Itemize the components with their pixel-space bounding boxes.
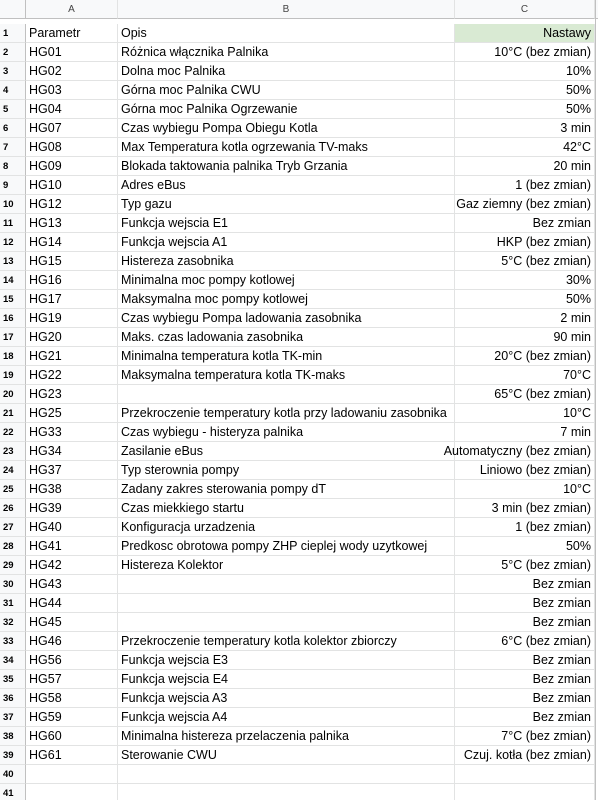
table-row [0, 727, 598, 746]
row-header[interactable]: 23 [0, 442, 26, 461]
row-header[interactable]: 30 [0, 575, 26, 594]
cell-setting-text: 90 min [553, 330, 591, 344]
cell-setting[interactable] [455, 176, 595, 195]
row-header[interactable]: 28 [0, 537, 26, 556]
cell-parameter[interactable]: HG57 [26, 670, 118, 689]
table-row [0, 556, 598, 575]
cell-description[interactable]: Maksymalna moc pompy kotlowej [118, 290, 455, 309]
row-header[interactable]: 33 [0, 632, 26, 651]
cell-setting-text: 3 min (bez zmian) [491, 501, 591, 515]
cell-setting[interactable] [455, 765, 595, 784]
cell-description[interactable]: Histereza Kolektor [118, 556, 455, 575]
cell-setting[interactable] [455, 556, 595, 575]
table-row [0, 24, 598, 43]
cell-setting-text: Bez zmian [532, 710, 591, 724]
cell-setting-text: 30% [565, 273, 591, 287]
row-header[interactable]: 34 [0, 651, 26, 670]
table-row [0, 670, 598, 689]
row-header[interactable]: 14 [0, 271, 26, 290]
cell-description[interactable]: Konfiguracja urzadzenia [118, 518, 455, 537]
cell-parameter[interactable]: HG60 [26, 727, 118, 746]
cell-parameter[interactable]: HG59 [26, 708, 118, 727]
table-row [0, 423, 598, 442]
row-header[interactable]: 40 [0, 765, 26, 784]
row-header[interactable]: 35 [0, 670, 26, 689]
cell-description[interactable]: Zasilanie eBus [118, 442, 455, 461]
cell-parameter[interactable]: HG37 [26, 461, 118, 480]
cell-setting[interactable] [455, 385, 595, 404]
cell-setting[interactable] [455, 81, 595, 100]
cell-setting[interactable] [455, 252, 595, 271]
cell-setting-text: HKP (bez zmian) [496, 235, 591, 249]
cell-description[interactable] [118, 784, 455, 800]
cell-description[interactable]: Minimalna temperatura kotla TK-min [118, 347, 455, 366]
cell-setting-text: 42°C [563, 140, 591, 154]
cell-parameter[interactable]: HG07 [26, 119, 118, 138]
row-header[interactable]: 5 [0, 100, 26, 119]
cell-parameter[interactable]: HG12 [26, 195, 118, 214]
sheet-right-edge [595, 0, 596, 800]
cell-setting-text: Bez zmian [532, 672, 591, 686]
cell-setting[interactable] [455, 670, 595, 689]
row-header[interactable]: 19 [0, 366, 26, 385]
row-header[interactable]: 20 [0, 385, 26, 404]
cell-setting[interactable] [455, 195, 595, 214]
row-header[interactable]: 29 [0, 556, 26, 575]
row-header[interactable]: 41 [0, 784, 26, 800]
table-row [0, 499, 598, 518]
cell-setting-text: 1 (bez zmian) [515, 178, 591, 192]
table-row [0, 613, 598, 632]
cell-setting[interactable] [455, 727, 595, 746]
table-row [0, 746, 598, 765]
cell-parameter[interactable]: HG39 [26, 499, 118, 518]
table-row [0, 461, 598, 480]
cell-description[interactable]: Histereza zasobnika [118, 252, 455, 271]
cell-description[interactable]: Typ gazu [118, 195, 455, 214]
cell-setting-text: 6°C (bez zmian) [501, 634, 591, 648]
row-header[interactable]: 7 [0, 138, 26, 157]
cell-description[interactable] [118, 385, 455, 404]
cell-parameter[interactable]: HG43 [26, 575, 118, 594]
cell-parameter[interactable]: HG09 [26, 157, 118, 176]
cell-description[interactable]: Czas wybiegu Pompa Obiegu Kotla [118, 119, 455, 138]
cell-setting-text: Nastawy [543, 26, 591, 40]
cell-setting[interactable] [455, 499, 595, 518]
cell-setting-text: Liniowo (bez zmian) [479, 463, 591, 477]
row-header[interactable]: 36 [0, 689, 26, 708]
cell-setting-text: Bez zmian [532, 216, 591, 230]
cell-description[interactable] [118, 594, 455, 613]
table-row [0, 651, 598, 670]
cell-description[interactable]: Przekroczenie temperatury kotla kolektor zbiorczy [118, 632, 455, 651]
cell-setting[interactable] [443, 442, 595, 461]
cell-setting[interactable] [455, 347, 595, 366]
cell-setting[interactable] [455, 613, 595, 632]
table-row [0, 43, 598, 62]
cell-setting-text: Czuj. kotła (bez zmian) [463, 748, 591, 762]
column-header-a[interactable]: A [26, 0, 118, 19]
cell-setting-text: 10% [565, 64, 591, 78]
cell-parameter[interactable]: HG46 [26, 632, 118, 651]
row-header[interactable]: 8 [0, 157, 26, 176]
cell-description[interactable] [118, 765, 455, 784]
row-header[interactable]: 24 [0, 461, 26, 480]
cell-description[interactable]: Predkosc obrotowa pompy ZHP cieplej wody uzytkowej [118, 537, 455, 556]
cell-parameter[interactable]: HG56 [26, 651, 118, 670]
row-header[interactable]: 32 [0, 613, 26, 632]
cell-setting-text: 3 min [560, 121, 591, 135]
cell-description[interactable]: Funkcja wejscia E3 [118, 651, 455, 670]
cell-description[interactable]: Czas wybiegu - histeryza palnika [118, 423, 455, 442]
cell-description[interactable]: Zadany zakres sterowania pompy dT [118, 480, 455, 499]
cell-setting[interactable] [455, 632, 595, 651]
cell-parameter[interactable]: HG34 [26, 442, 118, 461]
cell-parameter[interactable]: HG01 [26, 43, 118, 62]
cell-description[interactable]: Opis [118, 24, 455, 43]
cell-description[interactable]: Dolna moc Palnika [118, 62, 455, 81]
cell-parameter[interactable]: HG33 [26, 423, 118, 442]
cell-setting-text: 5°C (bez zmian) [501, 254, 591, 268]
cell-setting-text: Automatyczny (bez zmian) [443, 444, 591, 458]
cell-parameter[interactable]: HG21 [26, 347, 118, 366]
cell-parameter[interactable]: HG13 [26, 214, 118, 233]
row-header[interactable]: 37 [0, 708, 26, 727]
cell-description[interactable]: Funkcja wejscia A1 [118, 233, 455, 252]
table-row [0, 765, 598, 784]
cell-description[interactable] [118, 613, 455, 632]
row-header[interactable]: 3 [0, 62, 26, 81]
cell-parameter[interactable]: HG15 [26, 252, 118, 271]
cell-setting[interactable] [455, 214, 595, 233]
table-row [0, 689, 598, 708]
cell-setting-text: Gaz ziemny (bez zmian) [456, 197, 591, 211]
cell-parameter[interactable]: HG38 [26, 480, 118, 499]
row-header[interactable]: 13 [0, 252, 26, 271]
cell-description[interactable]: Czas wybiegu Pompa ladowania zasobnika [118, 309, 455, 328]
table-row [0, 119, 598, 138]
cell-description[interactable]: Minimalna histereza przelaczenia palnika [118, 727, 455, 746]
table-row [0, 632, 598, 651]
table-row [0, 480, 598, 499]
cell-setting[interactable] [455, 157, 595, 176]
table-row [0, 157, 598, 176]
row-header[interactable]: 21 [0, 404, 26, 423]
cell-setting-text: 5°C (bez zmian) [501, 558, 591, 572]
cell-setting[interactable] [455, 290, 595, 309]
cell-setting-text: 70°C [563, 368, 591, 382]
row-header[interactable]: 12 [0, 233, 26, 252]
table-row [0, 195, 598, 214]
table-row [0, 290, 598, 309]
row-header[interactable]: 26 [0, 499, 26, 518]
cell-setting[interactable] [455, 575, 595, 594]
cell-setting-text: Bez zmian [532, 577, 591, 591]
cell-parameter[interactable]: HG02 [26, 62, 118, 81]
table-row [0, 138, 598, 157]
cell-setting-text: Bez zmian [532, 596, 591, 610]
cell-parameter[interactable]: Parametr [26, 24, 118, 43]
table-row [0, 233, 598, 252]
cell-parameter[interactable]: HG08 [26, 138, 118, 157]
cell-description[interactable]: Maksymalna temperatura kotla TK-maks [118, 366, 455, 385]
cell-parameter[interactable]: HG10 [26, 176, 118, 195]
cell-setting-text: 50% [565, 292, 591, 306]
table-row [0, 347, 598, 366]
table-row [0, 214, 598, 233]
cell-setting[interactable] [455, 119, 595, 138]
cell-setting[interactable] [455, 708, 595, 727]
row-header[interactable]: 27 [0, 518, 26, 537]
cell-description[interactable]: Funkcja wejscia A3 [118, 689, 455, 708]
row-header[interactable]: 39 [0, 746, 26, 765]
cell-description[interactable]: Minimalna moc pompy kotlowej [118, 271, 455, 290]
row-header[interactable]: 17 [0, 328, 26, 347]
cell-setting-text: Bez zmian [532, 615, 591, 629]
cell-description[interactable]: Górna moc Palnika CWU [118, 81, 455, 100]
cell-setting[interactable] [455, 233, 595, 252]
cell-parameter[interactable]: HG20 [26, 328, 118, 347]
cell-parameter[interactable]: HG17 [26, 290, 118, 309]
cell-description[interactable]: Blokada taktowania palnika Tryb Grzania [118, 157, 455, 176]
table-row [0, 708, 598, 727]
table-row [0, 594, 598, 613]
column-header-row [0, 0, 598, 19]
row-header[interactable]: 18 [0, 347, 26, 366]
table-row [0, 784, 598, 800]
table-row [0, 575, 598, 594]
row-header[interactable]: 25 [0, 480, 26, 499]
cell-setting[interactable] [455, 594, 595, 613]
cell-description[interactable]: Adres eBus [118, 176, 455, 195]
row-header[interactable]: 10 [0, 195, 26, 214]
cell-description[interactable]: Funkcja wejscia E4 [118, 670, 455, 689]
cell-description[interactable]: Różnica włącznika Palnika [118, 43, 455, 62]
cell-setting-text: 20°C (bez zmian) [494, 349, 591, 363]
cell-setting-text: 10°C [563, 406, 591, 420]
cell-parameter[interactable]: HG16 [26, 271, 118, 290]
cell-setting-text: 50% [565, 102, 591, 116]
cell-parameter[interactable]: HG25 [26, 404, 118, 423]
cell-setting-text: 1 (bez zmian) [515, 520, 591, 534]
cell-setting[interactable] [455, 138, 595, 157]
column-header-b[interactable]: B [118, 0, 455, 19]
cell-setting[interactable] [455, 309, 595, 328]
table-row [0, 366, 598, 385]
row-header[interactable]: 15 [0, 290, 26, 309]
cell-parameter[interactable]: HG40 [26, 518, 118, 537]
cell-parameter[interactable]: HG03 [26, 81, 118, 100]
cell-setting[interactable] [455, 689, 595, 708]
cell-setting[interactable] [455, 461, 595, 480]
row-header[interactable]: 22 [0, 423, 26, 442]
row-header[interactable]: 38 [0, 727, 26, 746]
cell-description[interactable]: Typ sterownia pompy [118, 461, 455, 480]
cell-setting-text: 7 min [560, 425, 591, 439]
cell-description[interactable]: Czas miekkiego startu [118, 499, 455, 518]
cell-setting-text: 50% [565, 539, 591, 553]
table-row [0, 404, 598, 423]
row-header[interactable]: 4 [0, 81, 26, 100]
cell-setting-text: 7°C (bez zmian) [501, 729, 591, 743]
cell-description[interactable]: Przekroczenie temperatury kotla przy ladowaniu zasobnika [118, 404, 455, 423]
cell-parameter[interactable] [26, 765, 118, 784]
cell-setting[interactable] [455, 404, 595, 423]
row-header[interactable]: 9 [0, 176, 26, 195]
cell-parameter[interactable]: HG45 [26, 613, 118, 632]
cell-setting-text: Bez zmian [532, 691, 591, 705]
cell-parameter[interactable]: HG44 [26, 594, 118, 613]
cell-description[interactable]: Funkcja wejscia E1 [118, 214, 455, 233]
cell-description[interactable] [118, 575, 455, 594]
cell-parameter[interactable]: HG04 [26, 100, 118, 119]
table-row [0, 81, 598, 100]
cell-setting[interactable] [455, 328, 595, 347]
row-header[interactable]: 6 [0, 119, 26, 138]
row-header[interactable]: 2 [0, 43, 26, 62]
cell-setting[interactable] [455, 24, 595, 43]
row-header[interactable]: 11 [0, 214, 26, 233]
table-row [0, 271, 598, 290]
cell-description[interactable]: Maks. czas ladowania zasobnika [118, 328, 455, 347]
column-header-c[interactable]: C [455, 0, 595, 19]
table-row [0, 100, 598, 119]
table-row [0, 518, 598, 537]
cell-setting[interactable] [455, 537, 595, 556]
table-row [0, 328, 598, 347]
cell-setting[interactable] [455, 271, 595, 290]
row-header[interactable]: 31 [0, 594, 26, 613]
cell-setting[interactable] [455, 423, 595, 442]
cell-description[interactable]: Funkcja wejscia A4 [118, 708, 455, 727]
cell-parameter[interactable]: HG42 [26, 556, 118, 575]
cell-setting[interactable] [455, 62, 595, 81]
cell-setting[interactable] [455, 784, 595, 800]
cell-parameter[interactable]: HG14 [26, 233, 118, 252]
cell-setting-text: 50% [565, 83, 591, 97]
cell-parameter[interactable]: HG41 [26, 537, 118, 556]
cell-parameter[interactable]: HG23 [26, 385, 118, 404]
cell-description[interactable]: Max Temperatura kotla ogrzewania TV-maks [118, 138, 455, 157]
cell-setting-text: 65°C (bez zmian) [494, 387, 591, 401]
row-header[interactable]: 16 [0, 309, 26, 328]
table-row [0, 385, 598, 404]
table-row [0, 442, 598, 461]
cell-setting-text: 2 min [560, 311, 591, 325]
cell-parameter[interactable]: HG22 [26, 366, 118, 385]
cell-setting-text: 20 min [553, 159, 591, 173]
cell-setting-text: 10°C (bez zmian) [494, 45, 591, 59]
cell-setting[interactable] [455, 43, 595, 62]
cell-parameter[interactable]: HG19 [26, 309, 118, 328]
table-row [0, 309, 598, 328]
cell-setting-text: Bez zmian [532, 653, 591, 667]
cell-setting-text: 10°C [563, 482, 591, 496]
cell-description[interactable]: Sterowanie CWU [118, 746, 455, 765]
table-row [0, 537, 598, 556]
cell-setting[interactable] [455, 480, 595, 499]
cell-parameter[interactable]: HG61 [26, 746, 118, 765]
cell-setting[interactable] [455, 746, 595, 765]
cell-parameter[interactable] [26, 784, 118, 800]
cell-parameter[interactable]: HG58 [26, 689, 118, 708]
table-row [0, 176, 598, 195]
cell-setting[interactable] [455, 518, 595, 537]
row-header[interactable]: 1 [0, 24, 26, 43]
table-row [0, 252, 598, 271]
table-row [0, 62, 598, 81]
cell-setting[interactable] [455, 366, 595, 385]
select-all-corner[interactable] [0, 0, 26, 19]
cell-setting[interactable] [455, 100, 595, 119]
cell-setting[interactable] [455, 651, 595, 670]
cell-description[interactable]: Górna moc Palnika Ogrzewanie [118, 100, 455, 119]
